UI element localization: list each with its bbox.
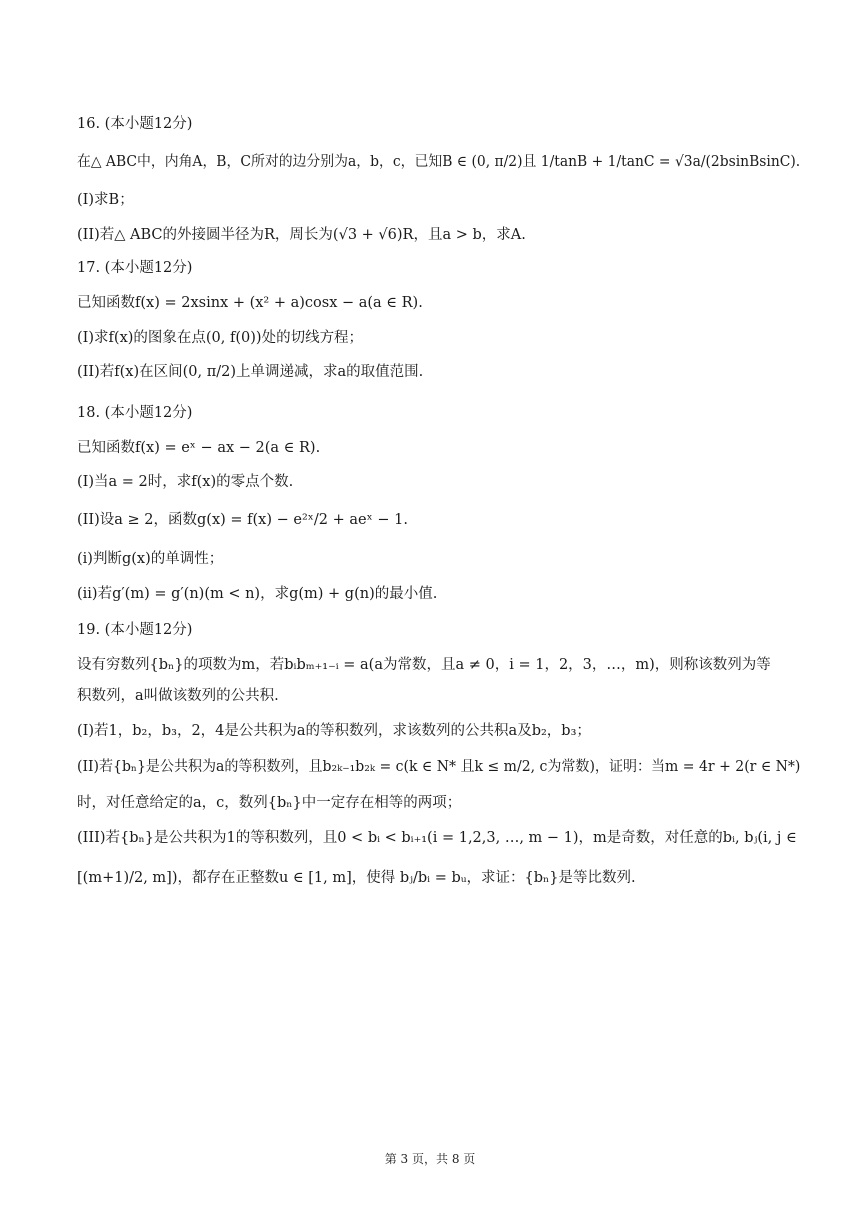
question-18-part-2-i: (i)判断g(x)的单调性； [77,551,224,567]
question-19-header: 19. (本小题12分) [77,622,193,638]
question-19-part-3-line-2: [(m+1)/2, m])，都存在正整数u ∈ [1, m]，使得 bⱼ/bᵢ = bᵤ，求证：{bₙ}是等比数列. [77,870,636,886]
question-16-part-2: (II)若△ ABC的外接圆半径为R，周长为(√3 + √6)R，且a > b，求A. [77,227,526,243]
question-18-part-2-ii: (ii)若g′(m) = g′(n)(m < n)，求g(m) + g(n)的最小值. [77,586,438,602]
question-17-part-2: (II)若f(x)在区间(0, π/2)上单调递减，求a的取值范围. [77,364,424,380]
question-19-part-3-line-1: (III)若{bₙ}是公共积为1的等积数列，且0 < bᵢ < bᵢ₊₁(i = 1,2,3, …, m − 1)，m是奇数，对任意的bᵢ, bⱼ(i, j ∈ [77,830,797,846]
question-19-part-2-line-2: 时，对任意给定的a，c，数列{bₙ}中一定存在相等的两项； [77,795,462,811]
question-19-part-2-line-1: (II)若{bₙ}是公共积为a的等积数列，且b₂ₖ₋₁b₂ₖ = c(k ∈ N* 且k ≤ m/2, c为常数)，证明：当m = 4r + 2(r ∈ N*) [77,759,801,775]
question-16-part-1: (I)求B； [77,192,134,208]
question-19-stem-line-1: 设有穷数列{bₙ}的项数为m，若bᵢbₘ₊₁₋ᵢ = a(a为常数，且a ≠ 0，i = 1，2，3，…，m)，则称该数列为等 [77,657,771,673]
page-number-footer: 第 3 页，共 8 页 [384,1152,476,1166]
question-17-stem: 已知函数f(x) = 2xsinx + (x² + a)cosx − a(a ∈ R). [77,295,423,311]
question-16-header: 16. (本小题12分) [77,116,193,132]
question-17-part-1: (I)求f(x)的图象在点(0, f(0))处的切线方程； [77,330,364,346]
question-18-part-1: (I)当a = 2时，求f(x)的零点个数. [77,474,294,490]
question-19-stem-line-2: 积数列，a叫做该数列的公共积. [77,688,279,704]
question-18-header: 18. (本小题12分) [77,405,193,421]
question-18-stem: 已知函数f(x) = eˣ − ax − 2(a ∈ R). [77,440,321,456]
question-18-part-2: (II)设a ≥ 2，函数g(x) = f(x) − e²ˣ/2 + aeˣ − 1. [77,512,408,528]
question-19-part-1: (I)若1，b₂，b₃，2，4是公共积为a的等积数列，求该数列的公共积a及b₂，b₃； [77,723,591,739]
question-16-stem: 在△ ABC中，内角A，B，C所对的边分别为a，b，c，已知B ∈ (0, π/2)且 1/tanB + 1/tanC = √3a/(2bsinBsinC). [77,154,801,170]
question-17-header: 17. (本小题12分) [77,260,193,276]
